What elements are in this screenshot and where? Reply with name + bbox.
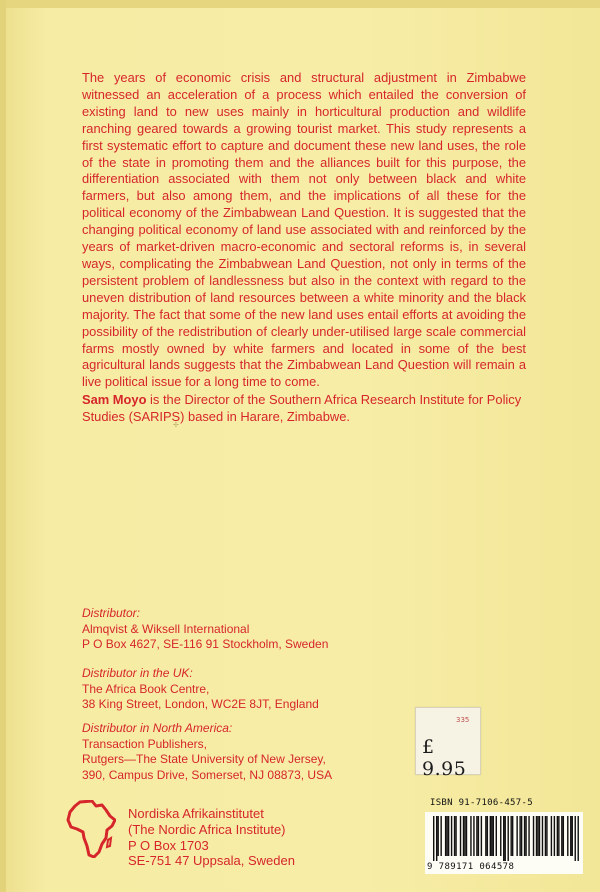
distributor-block	[82, 606, 422, 653]
cover-top-edge	[0, 0, 600, 8]
publisher-line: (The Nordic Africa Institute)	[128, 821, 286, 837]
africa-logo-icon	[66, 800, 116, 858]
distributor-uk-block	[82, 666, 422, 713]
sticker-price: £ 9.95	[422, 736, 467, 780]
publisher-line: P O Box 1703	[128, 837, 209, 853]
isbn-label: ISBN 91-7106-457-5	[430, 798, 533, 808]
distributor-line: P O Box 4627, SE-116 91 Stockholm, Sweden	[82, 637, 329, 651]
barcode-number: 9 789171 064578	[427, 862, 515, 872]
book-blurb: The years of economic crisis and structural adjustment in Zimbabwe witnessed an acceleration of a process which entailed the conversion of existing land to new uses mainly in horticultural production and wildlife ranching geared towards a growing tourist market. This study represents a first systematic effort to capture and document these new land uses, the role of the state in promoting them and the alliances built for this purpose, the differentiation associated with them not only between black and white farmers, but also among them, and the implications of all these for the political economy of the Zimbabwean Land Question. It is suggested that the changing political economy of land use associated with and reinforced by the years of market-driven macro-economic and sectoral reforms is, in several ways, complicating the Zimbabwean Land Question, not only in terms of the persistent problem of landlessness but also in the context with regard to the uneven distribution of land resources between a white minority and the black majority. The fact that some of the new land uses entail efforts at avoiding the possibility of the redistribution of clearly under-utilised large scale commercial farms mostly owned by white farmers and located in some of the best agricultural lands suggests that the Zimbabwean Land Question will remain a live political issue for a long time to come.	[82, 70, 526, 390]
publisher-line: SE-751 47 Uppsala, Sweden	[128, 853, 295, 869]
distributor-uk-line: The Africa Book Centre,	[82, 681, 210, 696]
author-description: is the Director of the Southern Africa Research Institute for Policy Studies (SARIPS) based in Harare, Zimbabwe.	[82, 392, 522, 424]
cover-left-edge	[0, 0, 6, 892]
barcode-area	[425, 812, 583, 874]
distributor-na-line: Transaction Publishers,	[82, 736, 207, 751]
publisher-line: Nordiska Afrikainstitutet	[128, 806, 264, 821]
small-mark-icon: ✢	[173, 422, 179, 429]
author-bio	[82, 392, 526, 426]
distributor-na-line: Rutgers—The State University of New Jersey,	[82, 752, 326, 766]
distributor-na-line: 390, Campus Drive, Somerset, NJ 08873, USA	[82, 767, 333, 782]
distributor-na-heading: Distributor in North America:	[82, 721, 233, 735]
distributor-uk-line: 38 King Street, London, WC2E 8JT, England	[82, 697, 319, 711]
distributor-heading: Distributor:	[82, 606, 141, 620]
distributor-line: Almqvist & Wiksell International	[82, 621, 250, 636]
sticker-note: 335	[456, 716, 470, 724]
author-name: Sam Moyo	[82, 392, 147, 407]
barcode-icon	[433, 816, 579, 861]
publisher-address	[128, 806, 295, 869]
distributor-uk-heading: Distributor in the UK:	[82, 666, 193, 680]
price-sticker	[415, 707, 481, 780]
distributor-na-block	[82, 721, 422, 783]
